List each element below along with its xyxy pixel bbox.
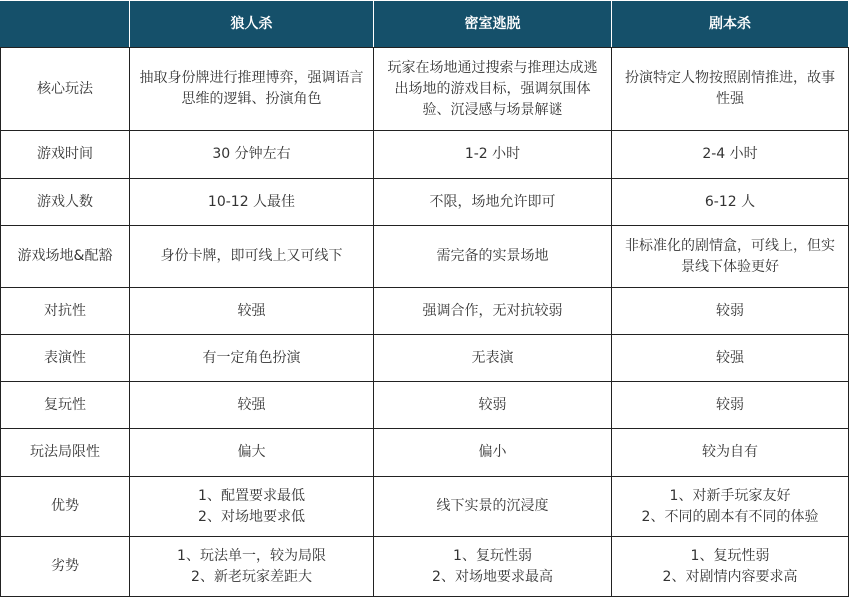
cell-line: 2、不同的剧本有不同的体验 xyxy=(641,508,819,525)
cell-line: 1、复玩性弱 xyxy=(690,547,770,564)
table-cell: 需完备的实景场地 xyxy=(374,226,612,288)
row-label: 玩法局限性 xyxy=(1,429,130,477)
table-cell: 较强 xyxy=(612,335,849,382)
table-cell: 6-12 人 xyxy=(612,179,849,226)
column-header-escape-room: 密室逃脱 xyxy=(374,1,612,48)
cell-line: 线下实景的沉浸度 xyxy=(436,498,549,514)
table-cell: 10-12 人最佳 xyxy=(130,179,374,226)
table-cell: 较强 xyxy=(130,382,374,429)
table-cell xyxy=(374,477,612,537)
table-row xyxy=(1,335,849,382)
cell-line: 2、对剧情内容要求高 xyxy=(662,568,798,585)
table-row xyxy=(1,226,849,288)
table-cell: 不限，场地允许即可 xyxy=(374,179,612,226)
table-cell: 无表演 xyxy=(374,335,612,382)
table-cell: 身份卡牌，即可线上又可线下 xyxy=(130,226,374,288)
row-label: 劣势 xyxy=(1,537,130,597)
table-cell xyxy=(374,537,612,597)
table-row xyxy=(1,179,849,226)
table-cell: 非标准化的剧情盒，可线上，但实景线下体验更好 xyxy=(612,226,849,288)
row-label: 核心玩法 xyxy=(1,48,130,131)
cell-line: 1、玩法单一，较为局限 xyxy=(177,547,326,564)
table-cell: 30 分钟左右 xyxy=(130,131,374,179)
table-cell: 偏小 xyxy=(374,429,612,477)
row-label: 游戏时间 xyxy=(1,131,130,179)
header-row xyxy=(1,1,849,48)
table-cell: 较弱 xyxy=(612,382,849,429)
table-cell: 较弱 xyxy=(612,288,849,335)
table-cell: 玩家在场地通过搜索与推理达成逃出场地的游戏目标，强调氛围体验、沉浸感与场景解谜 xyxy=(374,48,612,131)
row-label: 复玩性 xyxy=(1,382,130,429)
corner-cell xyxy=(1,1,130,48)
cell-line: 2、新老玩家差距大 xyxy=(191,568,312,585)
cell-line: 1、复玩性弱 xyxy=(453,547,532,564)
table-cell: 2-4 小时 xyxy=(612,131,849,179)
table-cell: 强调合作，无对抗较弱 xyxy=(374,288,612,335)
table-cell xyxy=(130,537,374,597)
table-row xyxy=(1,382,849,429)
row-label: 表演性 xyxy=(1,335,130,382)
table-cell: 扮演特定人物按照剧情推进，故事性强 xyxy=(612,48,849,131)
table-row xyxy=(1,131,849,179)
cell-line: 2、对场地要求最高 xyxy=(432,568,553,585)
row-label: 优势 xyxy=(1,477,130,537)
column-header-werewolf: 狼人杀 xyxy=(130,1,374,48)
table-row xyxy=(1,429,849,477)
table-cell xyxy=(612,477,849,537)
table-cell: 较为自有 xyxy=(612,429,849,477)
table-row xyxy=(1,477,849,537)
table-row xyxy=(1,537,849,597)
table-cell: 较弱 xyxy=(374,382,612,429)
cell-line: 1、对新手玩家友好 xyxy=(669,487,791,504)
table-row xyxy=(1,288,849,335)
table-cell: 有一定角色扮演 xyxy=(130,335,374,382)
row-label: 游戏场地&配豁 xyxy=(1,226,130,288)
table-cell: 抽取身份牌进行推理博弈，强调语言思维的逻辑、扮演角色 xyxy=(130,48,374,131)
row-label: 对抗性 xyxy=(1,288,130,335)
table-cell xyxy=(612,537,849,597)
cell-line: 2、对场地要求低 xyxy=(198,508,305,525)
column-header-script-murder: 剧本杀 xyxy=(612,1,849,48)
table-cell xyxy=(130,477,374,537)
row-label: 游戏人数 xyxy=(1,179,130,226)
table-cell: 较强 xyxy=(130,288,374,335)
table-cell: 1-2 小时 xyxy=(374,131,612,179)
table-cell: 偏大 xyxy=(130,429,374,477)
table-row xyxy=(1,48,849,131)
cell-line: 1、配置要求最低 xyxy=(198,487,305,504)
